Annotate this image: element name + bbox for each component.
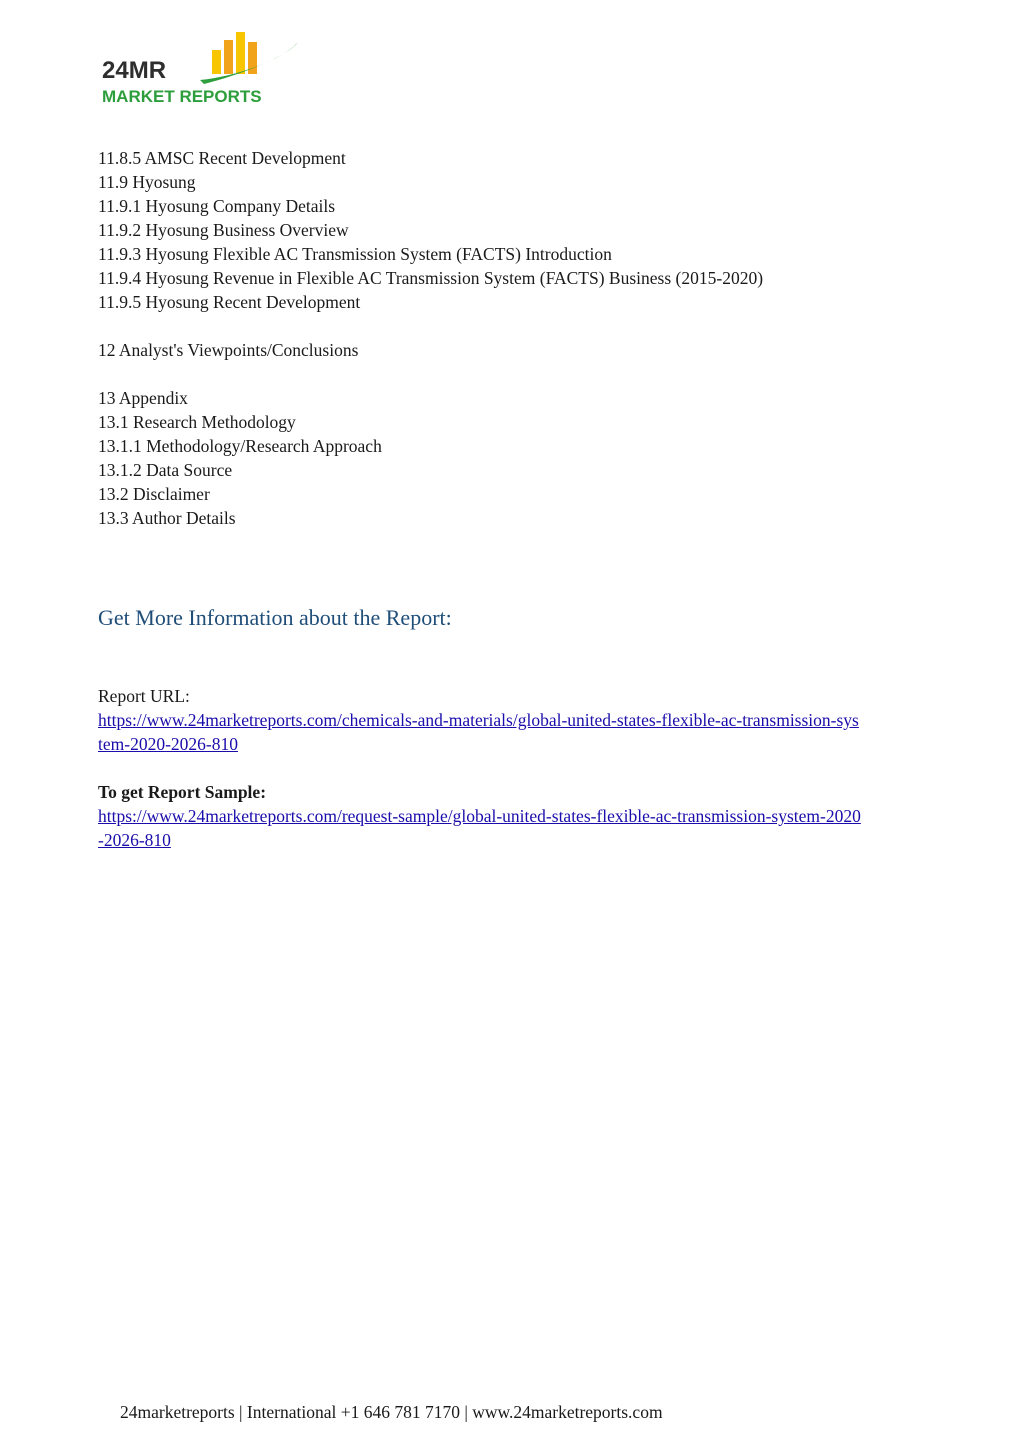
toc-line: 13 Appendix [98,388,188,408]
spacer [98,756,928,780]
toc-line: 11.9.2 Hyosung Business Overview [98,220,349,240]
sample-url-link[interactable] [98,804,928,828]
report-url-line-2[interactable]: tem-2020-2026-810 [98,734,238,754]
report-url-link-continued[interactable] [98,732,928,756]
toc-line: 11.9.1 Hyosung Company Details [98,196,336,216]
report-url-line-1[interactable]: https://www.24marketreports.com/chemicals-and-materials/global-united-states-flexible-ac-transmission-sys [98,710,859,730]
sample-label: To get Report Sample: [98,782,267,802]
toc-line: 11.9 Hyosung [98,172,196,192]
toc-section [98,146,928,530]
more-info-heading: Get More Information about the Report: [98,605,452,630]
logo-bar-1 [212,50,221,74]
toc-line: 13.1.1 Methodology/Research Approach [98,436,382,456]
spacer [98,362,928,386]
toc-line: 13.2 Disclaimer [98,484,210,504]
logo-graphic [100,28,305,106]
sample-url-line-1[interactable]: https://www.24marketreports.com/request-sample/global-united-states-flexible-ac-transmission-system-2020 [98,806,861,826]
report-links-section [98,684,928,852]
toc-line: 13.1 Research Methodology [98,412,296,432]
toc-line: 12 Analyst's Viewpoints/Conclusions [98,340,359,360]
toc-line: 11.8.5 AMSC Recent Development [98,148,346,168]
report-url-label: Report URL: [98,686,190,706]
toc-line: 13.3 Author Details [98,508,236,528]
sample-url-link-continued[interactable] [98,828,928,852]
report-url-link[interactable] [98,708,928,732]
toc-line: 11.9.4 Hyosung Revenue in Flexible AC Transmission System (FACTS) Business (2015-2020) [98,268,764,288]
sample-url-line-2[interactable]: -2026-810 [98,830,171,850]
company-logo [100,28,305,106]
spacer [98,314,928,338]
logo-bar-2 [224,40,233,74]
toc-line: 11.9.5 Hyosung Recent Development [98,292,361,312]
logo-text-line2: MARKET REPORTS [102,87,262,106]
logo-text-line1: 24MR [102,57,167,84]
toc-line: 13.1.2 Data Source [98,460,233,480]
page-footer: 24marketreports | International +1 646 781 7170 | www.24marketreports.com [120,1402,663,1422]
toc-line: 11.9.3 Hyosung Flexible AC Transmission System (FACTS) Introduction [98,244,612,264]
logo-bar-3 [236,32,245,74]
